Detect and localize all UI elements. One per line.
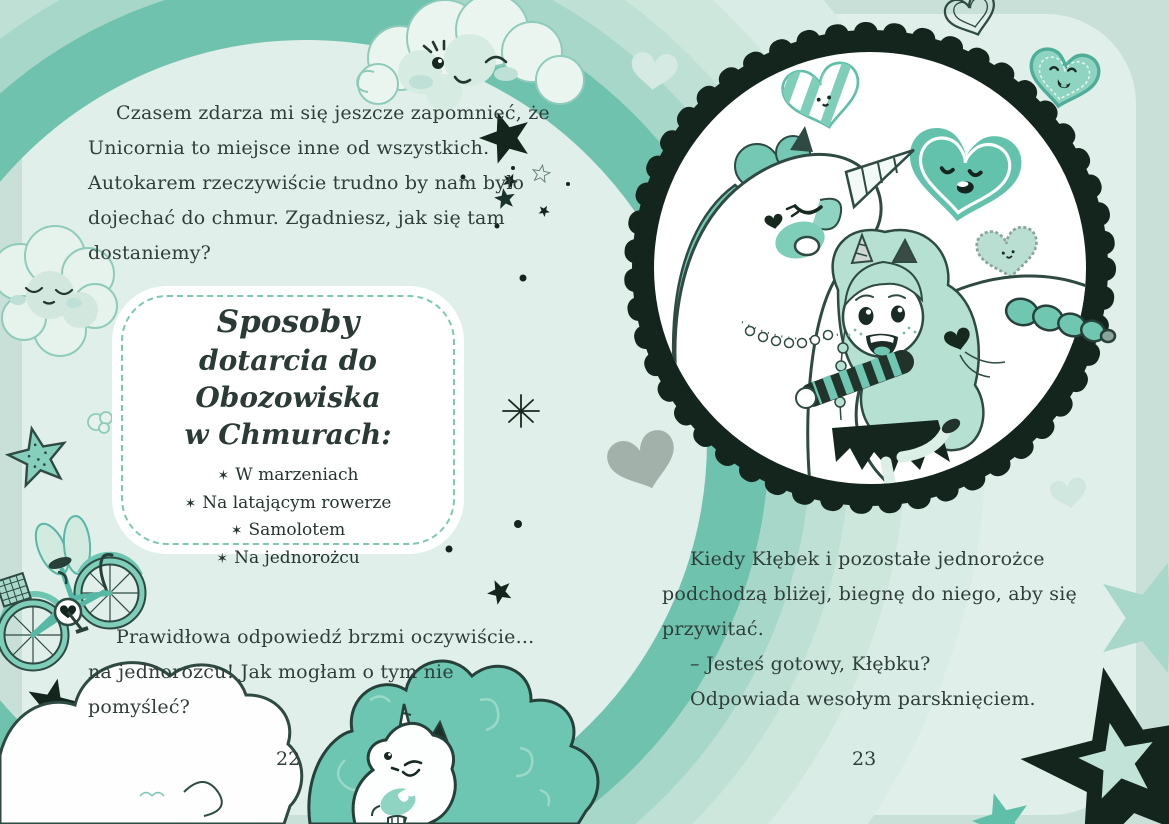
star-bullet-icon: ✶ bbox=[184, 495, 197, 512]
text-line: Unicornia to miejsce inne od wszystkich. bbox=[88, 137, 490, 159]
text-line: na jednorożcu! Jak mogłam o tym nie bbox=[88, 661, 454, 683]
right-paragraph bbox=[662, 542, 1077, 717]
box-title-line-2: dotarcia do Obozowiska bbox=[195, 344, 381, 414]
list-item-label: Na latającym rowerze bbox=[202, 492, 392, 513]
list-item-label: Samolotem bbox=[248, 520, 346, 540]
cloud-puff-icon bbox=[88, 412, 112, 433]
star-bullet-icon: ✶ bbox=[216, 550, 229, 567]
list-item bbox=[112, 545, 464, 573]
page-number-right: 23 bbox=[852, 748, 877, 770]
ways-to-camp-box bbox=[112, 286, 464, 568]
teal-star-icon bbox=[965, 789, 1037, 824]
mint-star-icon bbox=[1083, 546, 1169, 680]
text-line: – Jesteś gotowy, Kłębku? bbox=[690, 653, 931, 675]
text-line: Czasem zdarza mi się jeszcze zapomnieć, że bbox=[116, 102, 550, 124]
text-line: Prawidłowa odpowiedź brzmi oczywiście... bbox=[116, 626, 535, 648]
text-line: pomyśleć? bbox=[88, 696, 191, 718]
star-bullet-icon: ✶ bbox=[217, 468, 230, 484]
left-paragraph-2 bbox=[88, 620, 534, 725]
text-line: Odpowiada wesołym parsknięciem. bbox=[690, 688, 1036, 710]
text-line: Autokarem rzeczywiście trudno by nam było bbox=[88, 172, 525, 194]
box-title-line-3: w Chmurach: bbox=[184, 418, 392, 451]
pale-heart-small-icon bbox=[1049, 476, 1089, 511]
list-item-label: W marzeniach bbox=[235, 465, 359, 485]
text-line: przywitać. bbox=[662, 618, 764, 640]
dotted-star-icon bbox=[4, 423, 71, 488]
box-list bbox=[112, 462, 464, 572]
list-item-label: Na jednorożcu bbox=[234, 547, 360, 568]
page-number-left: 22 bbox=[276, 748, 301, 770]
text-line: dostaniemy? bbox=[88, 242, 212, 264]
list-item bbox=[112, 462, 464, 490]
list-item bbox=[112, 490, 464, 518]
text-line: podchodzą bliżej, biegnę do niego, aby się bbox=[662, 583, 1077, 605]
text-line: Kiedy Kłębek i pozostałe jednorożce bbox=[690, 548, 1045, 570]
left-paragraph-1 bbox=[88, 96, 550, 271]
gray-heart-icon bbox=[603, 426, 685, 499]
box-title-line-1: Sposoby bbox=[216, 304, 360, 340]
list-item bbox=[112, 517, 464, 545]
sketch-heart-icon bbox=[942, 0, 1002, 42]
star-bullet-icon: ✶ bbox=[230, 523, 243, 539]
sparkle-icon bbox=[503, 395, 539, 427]
text-line: dojechać do chmur. Zgadniesz, jak się tam bbox=[88, 207, 505, 229]
